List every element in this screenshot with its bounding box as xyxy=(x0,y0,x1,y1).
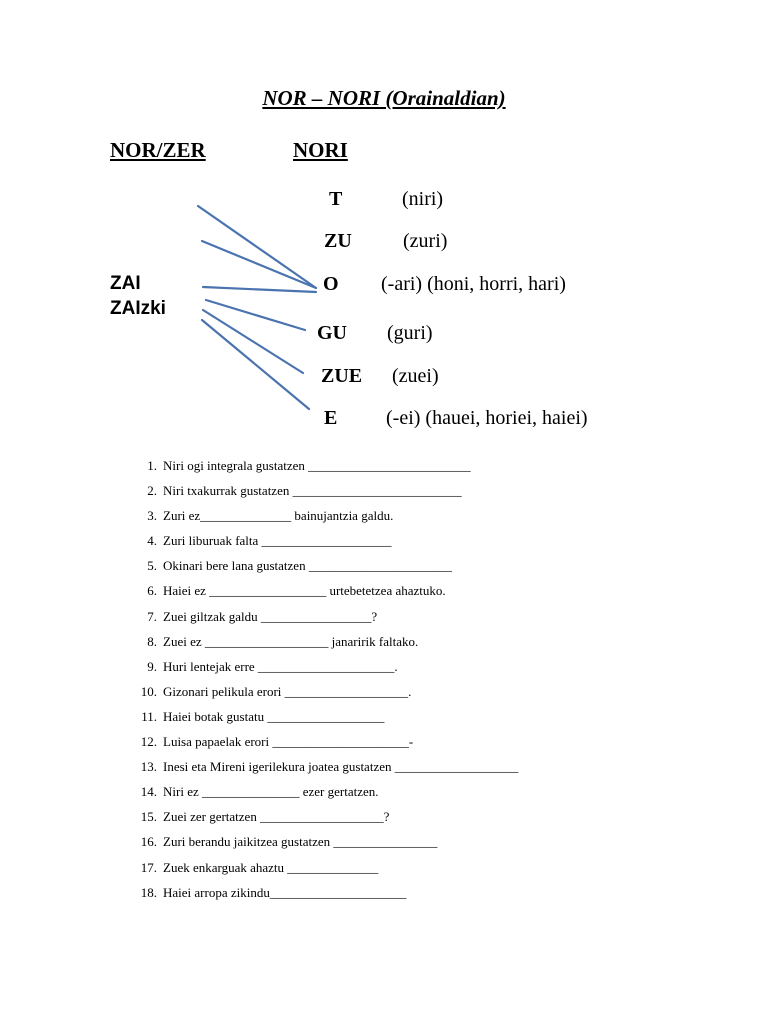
label-zaizki: ZAIzki xyxy=(110,298,166,319)
case-gloss-zu: (zuri) xyxy=(403,230,448,252)
list-item: 14. Niri ez _______________ ezer gertatzen. xyxy=(140,784,379,800)
connector-line xyxy=(203,287,316,292)
case-gloss-zue: (zuei) xyxy=(392,365,439,387)
list-item: 16. Zuri berandu jaikitzea gustatzen ________________ xyxy=(140,834,438,850)
list-item: 8. Zuei ez ___________________ janaririk faltako. xyxy=(147,633,419,649)
exercise-list xyxy=(114,453,518,905)
case-letter-o: O xyxy=(323,273,339,295)
connector-line xyxy=(206,300,305,330)
list-item: 15. Zuei zer gertatzen ___________________? xyxy=(140,809,390,825)
list-item: 18. Haiei arropa zikindu_____________________ xyxy=(140,884,407,900)
list-item: 12. Luisa papaelak erori _____________________- xyxy=(140,734,414,750)
case-letter-zue: ZUE xyxy=(321,365,363,387)
case-gloss-e: (-ei) (hauei, horiei, haiei) xyxy=(386,407,588,429)
case-letter-gu: GU xyxy=(317,322,347,344)
list-item: 3. Zuri ez______________ bainujantzia galdu. xyxy=(147,508,394,524)
label-zai: ZAI xyxy=(110,273,141,294)
case-letter-e: E xyxy=(324,407,338,429)
connector-line xyxy=(202,320,309,409)
list-item: 17. Zuek enkarguak ahaztu ______________ xyxy=(140,859,379,875)
page-title: NOR – NORI (Orainaldian) xyxy=(262,86,506,110)
case-gloss-gu: (guri) xyxy=(387,322,433,344)
list-item: 11. Haiei botak gustatu __________________ xyxy=(141,708,385,724)
list-item: 5. Okinari bere lana gustatzen ______________________ xyxy=(147,558,452,574)
header-nori: NORI xyxy=(293,138,348,162)
list-item: 7. Zuei giltzak galdu _________________? xyxy=(147,608,378,624)
list-item: 13. Inesi eta Mireni igerilekura joatea gustatzen ___________________ xyxy=(140,759,519,775)
header-nor-zer: NOR/ZER xyxy=(110,138,206,162)
list-item: 6. Haiei ez __________________ urtebetetzea ahaztuko. xyxy=(147,583,446,599)
list-item: 9. Huri lentejak erre _____________________. xyxy=(147,658,398,674)
case-letter-t: T xyxy=(329,188,343,210)
list-item: 4. Zuri liburuak falta ____________________ xyxy=(147,533,392,549)
list-item: 2. Niri txakurrak gustatzen __________________________ xyxy=(147,483,462,499)
list-item: 1. Niri ogi integrala gustatzen _________________________ xyxy=(147,458,471,473)
case-letter-zu: ZU xyxy=(324,230,352,252)
case-gloss-t: (niri) xyxy=(402,188,444,210)
list-item: 10. Gizonari pelikula erori ___________________. xyxy=(140,683,412,699)
case-gloss-o: (-ari) (honi, horri, hari) xyxy=(381,273,566,295)
